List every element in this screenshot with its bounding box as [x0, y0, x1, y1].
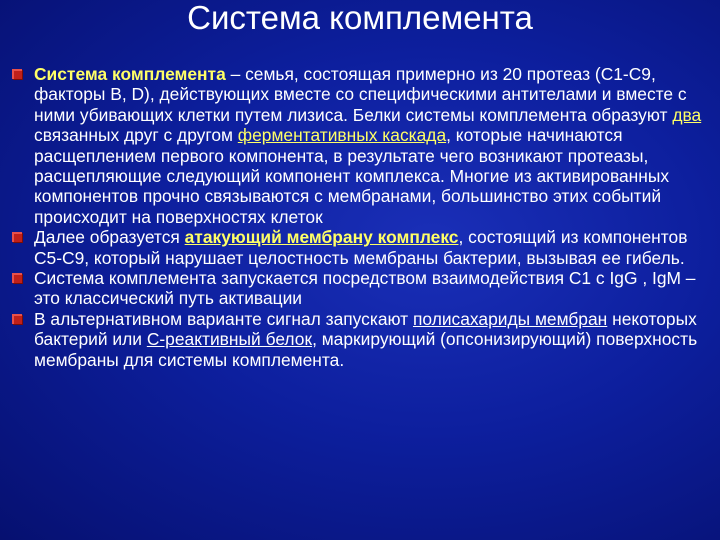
highlight-enzymatic-cascade: ферментативных каскада — [237, 125, 447, 146]
bullet-text: Система комплемента запускается посредством взаимодействия С1 с IgG , IgM – это классический путь активации — [34, 268, 696, 309]
bullet-text: – семья, состоящая примерно из 20 протеаз (C1-C9, факторы B, D), действующих вместе со специфическими антителами и вместе с ними убивающих клетки путем лизиса. Белки системы комплемента образуют — [34, 64, 687, 125]
bullet-square-icon — [12, 314, 22, 324]
bullet-item — [12, 64, 717, 227]
bullet-item — [12, 309, 717, 370]
bullet-item — [12, 227, 717, 268]
underlined-term-membrane-polysaccharides: полисахариды мембран — [412, 308, 608, 329]
underlined-term-c-reactive-protein: С-реактивный белок — [146, 329, 313, 350]
bullet-item — [12, 268, 717, 309]
slide-title: Система комплемента — [187, 0, 533, 36]
bullet-square-icon — [12, 69, 22, 79]
term-complement-system: Система комплемента — [34, 64, 226, 84]
bullet-text: Далее образуется — [34, 227, 185, 248]
highlight-membrane-attack-complex: атакующий мембрану комплекс — [184, 227, 459, 248]
bullet-text: , маркирующий (опсонизирующий) поверхность мембраны для системы комплемента. — [34, 329, 698, 370]
bullet-text: некоторых бактерий или — [34, 308, 697, 350]
bullet-text: связанных друг с другом — [34, 125, 238, 146]
bullet-list — [12, 64, 717, 370]
bullet-text: , которые начинаются расщеплением первого компонента, в результате чего возникают протеазы, расщепляющие следующий компонент комплекса. Многие из активированных компонентов прочно связываются с мембранами, большинство этих событий происходит на поверхностях клеток — [34, 125, 670, 227]
bullet-text: , состоящий из компонентов С5-С9, который нарушает целостность мембраны бактерии, вызывая ее гибель. — [34, 227, 688, 268]
bullet-text: В альтернативном варианте сигнал запускают — [34, 308, 413, 329]
highlight-two: два — [672, 104, 702, 125]
bullet-square-icon — [12, 232, 22, 242]
bullet-square-icon — [12, 273, 22, 283]
